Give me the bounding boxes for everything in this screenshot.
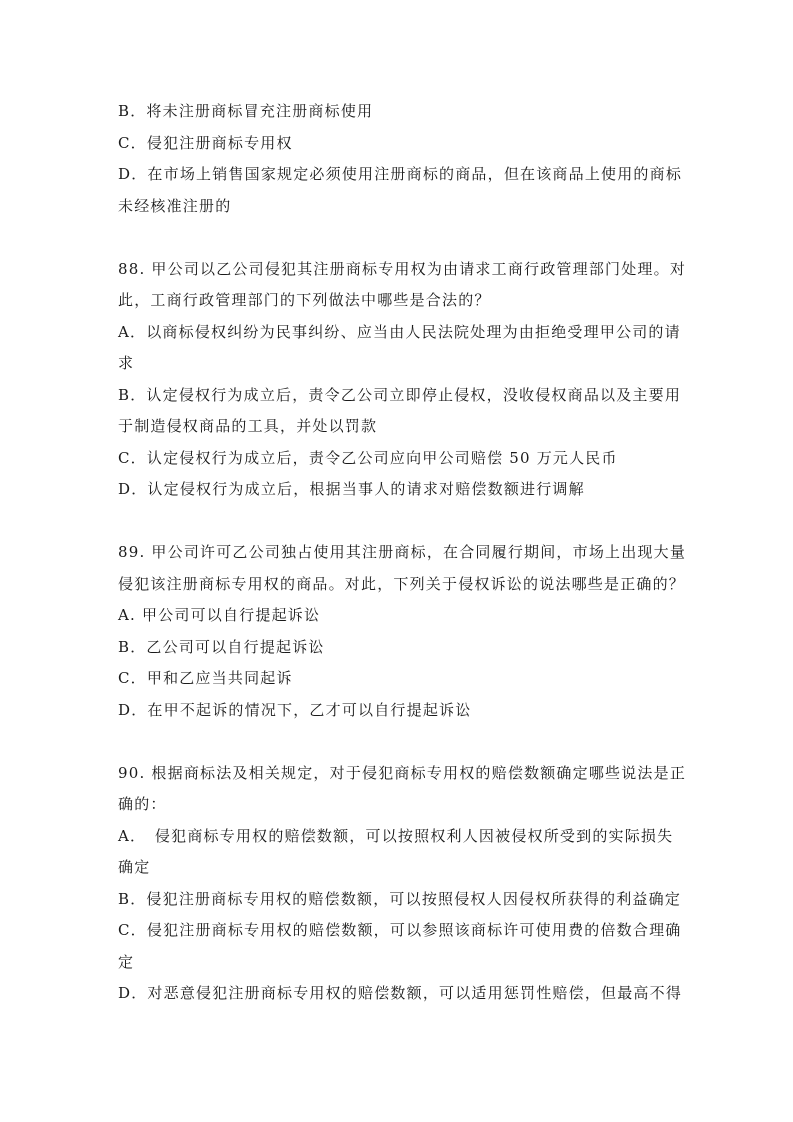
q88-option-a-line-1: A．以商标侵权纠纷为民事纠纷、应当由人民法院处理为由拒绝受理甲公司的请 <box>118 322 681 341</box>
q90-option-a-line-2: 确定 <box>118 858 151 876</box>
q90-option-d-line-1: D．对恶意侵犯注册商标专用权的赔偿数额，可以适用惩罚性赔偿，但最高不得 <box>118 984 683 1002</box>
q90-stem-line-1: 90. 根据商标法及相关规定，对于侵犯商标专用权的赔偿数额确定哪些说法是正 <box>118 763 687 782</box>
q90-option-a-line-1: A． 侵犯商标专用权的赔偿数额，可以按照权利人因被侵权所受到的实际损失 <box>118 826 674 845</box>
paragraph-gap <box>118 726 678 758</box>
q89-option-a: A. 甲公司可以自行提起诉讼 <box>118 606 321 624</box>
q88-option-a-line-2: 求 <box>118 354 135 372</box>
paragraph-gap <box>118 222 678 254</box>
q87-option-b: B．将未注册商标冒充注册商标使用 <box>118 102 374 120</box>
q89-stem-line-1: 89. 甲公司许可乙公司独占使用其注册商标，在合同履行期间，市场上出现大量 <box>118 543 687 561</box>
question-90 <box>118 758 687 1010</box>
paragraph-gap <box>118 506 678 538</box>
question-89 <box>118 537 687 726</box>
q88-option-b-line-1: B．认定侵权行为成立后，责令乙公司立即停止侵权，没收侵权商品以及主要用 <box>118 385 682 404</box>
q89-option-d: D．在甲不起诉的情况下，乙才可以自行提起诉讼 <box>118 700 472 719</box>
q88-stem-line-1: 88. 甲公司以乙公司侵犯其注册商标专用权为由请求工商行政管理部门处理。对 <box>118 259 687 278</box>
q88-option-c: C．认定侵权行为成立后，责令乙公司应向甲公司赔偿 50 万元人民币 <box>118 448 618 467</box>
q89-option-c: C．甲和乙应当共同起诉 <box>118 669 293 687</box>
q88-option-d: D．认定侵权行为成立后，根据当事人的请求对赔偿数额进行调解 <box>118 480 585 498</box>
question-88 <box>118 254 687 506</box>
q90-option-c-line-2: 定 <box>118 952 135 971</box>
question-87-tail <box>118 96 683 222</box>
q87-option-d-line-1: D．在市场上销售国家规定必须使用注册商标的商品，但在该商品上使用的商标 <box>118 165 683 183</box>
q90-option-c-line-1: C．侵犯注册商标专用权的赔偿数额，可以参照该商标许可使用费的倍数合理确 <box>118 921 682 939</box>
q87-option-d-line-2: 未经核准注册的 <box>118 196 232 215</box>
q88-stem-line-2: 此，工商行政管理部门的下列做法中哪些是合法的？ <box>118 291 491 309</box>
q89-stem-line-2: 侵犯该注册商标专用权的商品。对此，下列关于侵权诉讼的说法哪些是正确的？ <box>118 574 686 593</box>
q90-option-b: B．侵犯注册商标专用权的赔偿数额，可以按照侵权人因侵权所获得的利益确定 <box>118 889 682 908</box>
q88-option-b-line-2: 于制造侵权商品的工具，并处以罚款 <box>118 417 378 435</box>
q87-option-c: C．侵犯注册商标专用权 <box>118 133 293 152</box>
q90-stem-line-2: 确的： <box>118 795 167 813</box>
document-page <box>118 96 687 1010</box>
q89-option-b: B．乙公司可以自行提起诉讼 <box>118 637 325 656</box>
